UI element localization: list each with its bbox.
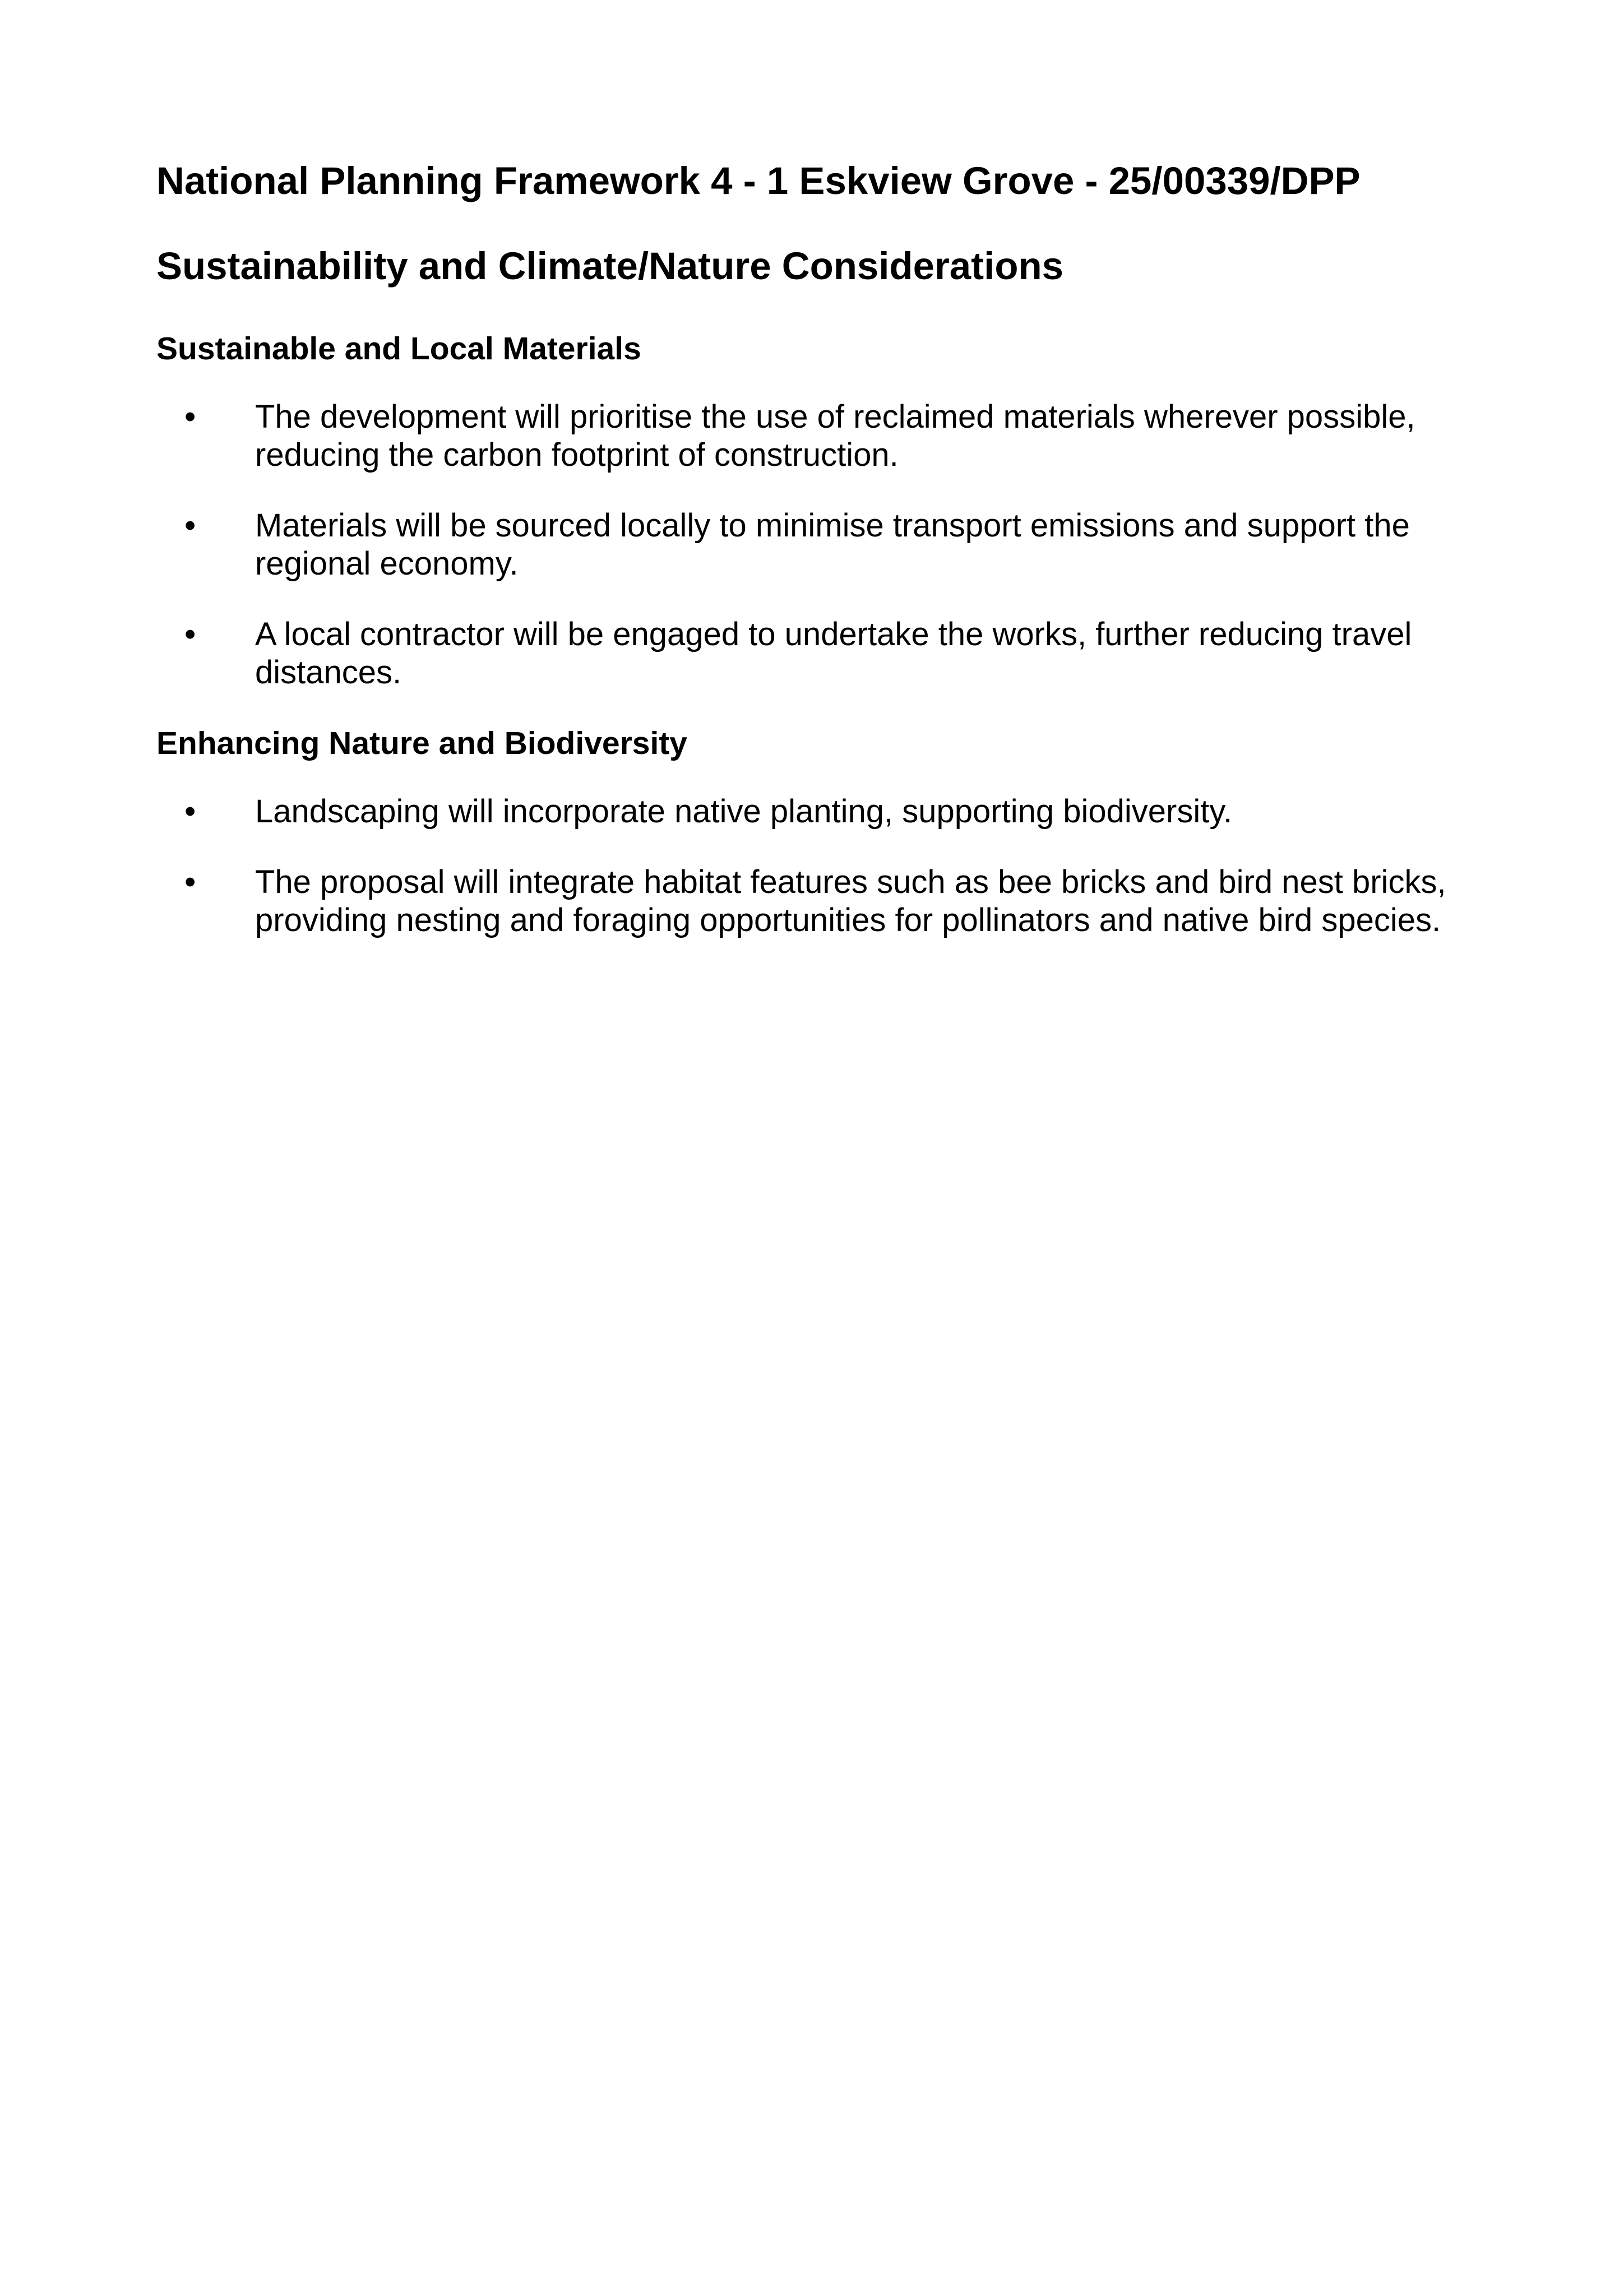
bullet-text-line: The development will prioritise the use of reclaimed materials wherever possible, bbox=[255, 399, 1415, 435]
list-item bbox=[156, 793, 1491, 831]
bullet-icon: • bbox=[184, 399, 196, 435]
section-enhancing-nature-biodiversity bbox=[156, 722, 1491, 939]
bullet-text-line: Materials will be sourced locally to minimise transport emissions and support the bbox=[255, 507, 1410, 544]
document-title: National Planning Framework 4 - 1 Eskview Grove - 25/00339/DPP bbox=[156, 159, 1361, 202]
bullet-text-line: regional economy. bbox=[255, 545, 519, 582]
list-item bbox=[156, 507, 1491, 583]
bullet-icon: • bbox=[184, 793, 196, 830]
bullet-text-line: A local contractor will be engaged to undertake the works, further reducing travel bbox=[255, 616, 1412, 652]
bullet-text-line: The proposal will integrate habitat features such as bee bricks and bird nest bricks, bbox=[255, 864, 1446, 900]
bullet-icon: • bbox=[184, 864, 196, 900]
bullet-text-line: distances. bbox=[255, 654, 402, 691]
section-sustainable-local-materials bbox=[156, 327, 1491, 692]
bullet-text-line: reducing the carbon footprint of construction. bbox=[255, 437, 899, 473]
document-content bbox=[156, 156, 1491, 939]
section-heading: Sustainable and Local Materials bbox=[156, 331, 641, 367]
section-heading: Enhancing Nature and Biodiversity bbox=[156, 725, 688, 761]
bullet-text-line: providing nesting and foraging opportunities for pollinators and native bird species. bbox=[255, 902, 1441, 938]
list-item bbox=[156, 863, 1491, 939]
bullet-list bbox=[156, 793, 1491, 939]
bullet-text-line: Landscaping will incorporate native planting, supporting biodiversity. bbox=[255, 793, 1233, 830]
list-item bbox=[156, 615, 1491, 692]
bullet-icon: • bbox=[184, 616, 196, 652]
document-subtitle: Sustainability and Climate/Nature Considerations bbox=[156, 244, 1063, 288]
bullet-icon: • bbox=[184, 507, 196, 544]
bullet-list bbox=[156, 398, 1491, 692]
list-item bbox=[156, 398, 1491, 474]
